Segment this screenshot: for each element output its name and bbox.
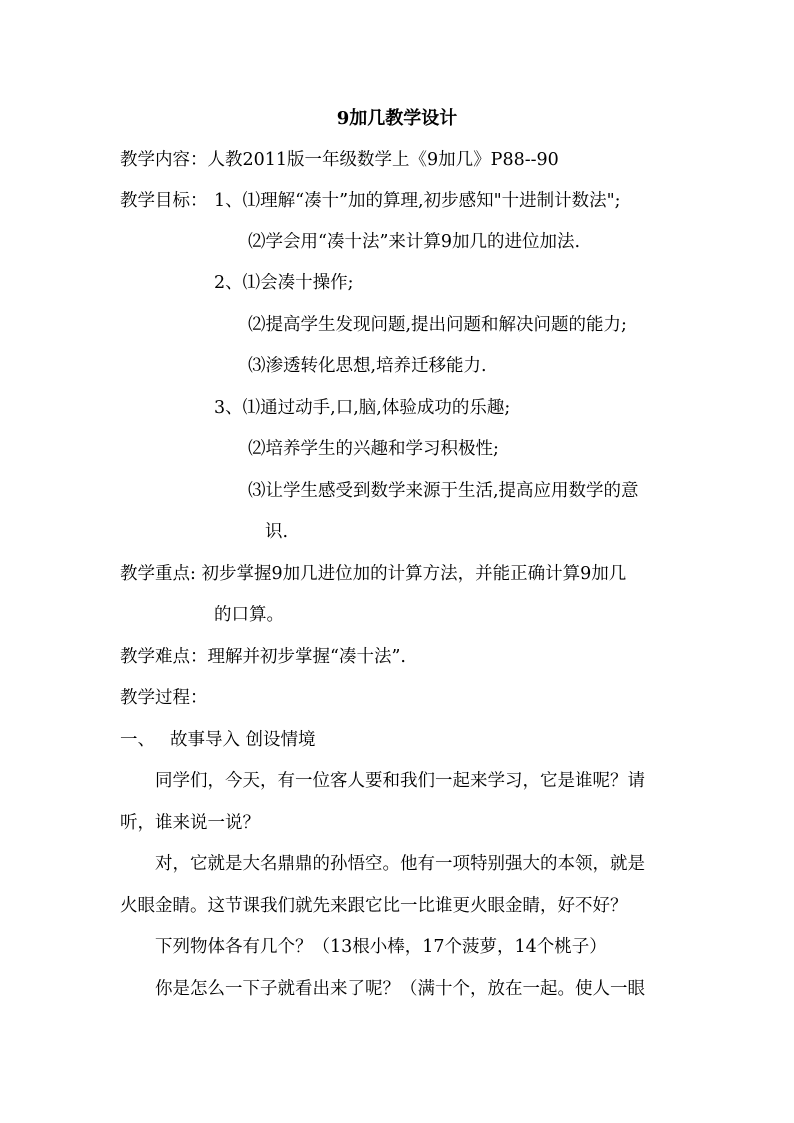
- paragraph-2-line-2: 火眼金睛。这节课我们就先来跟它比一比谁更火眼金睛，好不好？: [120, 896, 628, 916]
- goal-3a: 3、⑴通过动手,口,脑,体验成功的乐趣;: [214, 398, 511, 418]
- goal-2b: ⑵提高学生发现问题,提出问题和解决问题的能力;: [248, 315, 627, 335]
- goal-3c: ⑶让学生感受到数学来源于生活,提高应用数学的意: [248, 481, 639, 501]
- key-point-continued: 的口算。: [214, 605, 284, 625]
- goal-2c: ⑶渗透转化思想,培养迁移能力.: [248, 356, 487, 376]
- teaching-goals-label: 教学目标：: [120, 191, 208, 211]
- goal-2a: 2、⑴会凑十操作;: [214, 273, 354, 293]
- key-point-line: 教学重点: 初步掌握9加几进位加的计算方法，并能正确计算9加几: [120, 564, 627, 584]
- paragraph-3: 下列物体各有几个？（13根小棒，17个菠萝，14个桃子）: [155, 937, 607, 957]
- paragraph-2-line-1: 对，它就是大名鼎鼎的孙悟空。他有一项特别强大的本领，就是: [155, 854, 645, 874]
- document-title: 9加几教学设计: [336, 108, 458, 129]
- goal-3c-continued: 识.: [265, 522, 289, 542]
- teaching-process-label: 教学过程：: [120, 688, 208, 708]
- goal-1b: ⑵学会用“凑十法”来计算9加几的进位加法.: [248, 232, 581, 252]
- teaching-content-line: 教学内容：人教2011版一年级数学上《9加几》P88--90: [120, 150, 559, 170]
- goal-1a: 1、⑴理解“凑十”加的算理,初步感知"十进制计数法";: [214, 191, 621, 211]
- paragraph-4: 你是怎么一下子就看出来了呢？（满十个，放在一起。使人一眼: [155, 979, 645, 999]
- paragraph-1-line-1: 同学们，今天，有一位客人要和我们一起来学习，它是谁呢？请: [155, 771, 645, 791]
- paragraph-1-line-2: 听，谁来说一说？: [120, 813, 260, 833]
- section-1-title: 故事导入 创设情境: [170, 730, 316, 750]
- goal-3b: ⑵培养学生的兴趣和学习积极性;: [248, 439, 499, 459]
- difficulty-line: 教学难点：理解并初步掌握“凑十法”.: [120, 647, 406, 667]
- section-1-number: 一、: [120, 730, 155, 750]
